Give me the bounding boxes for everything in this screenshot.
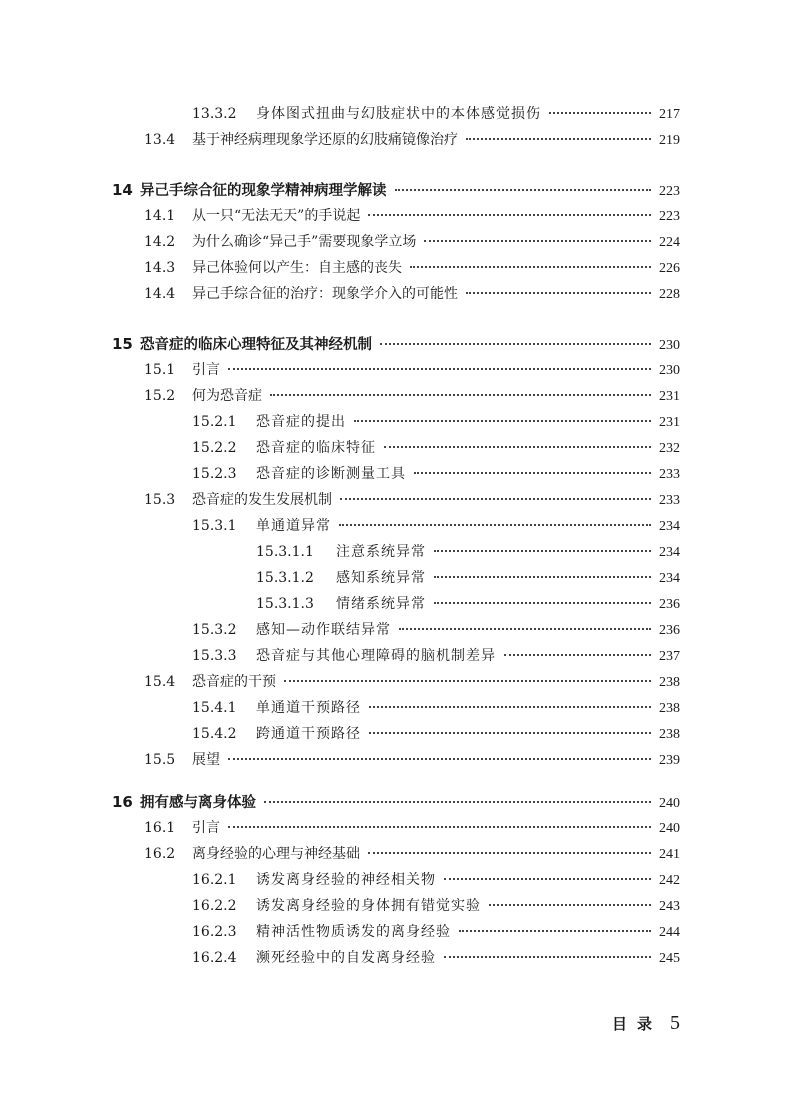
toc-entry: [144, 128, 680, 152]
dot-leader: [549, 111, 651, 114]
entry-page: 240: [659, 796, 680, 811]
entry-page: 236: [659, 597, 680, 612]
entry-title: 身体图式扭曲与幻肢症状中的本体感觉损伤: [256, 106, 541, 122]
entry-number: 15.4.1: [192, 700, 237, 716]
dot-leader: [466, 137, 651, 140]
entry-page: 237: [659, 649, 680, 664]
entry-page: 245: [659, 951, 680, 966]
toc-entry: [256, 566, 680, 590]
dot-leader: [284, 679, 651, 682]
entry-number: 14.2: [144, 234, 176, 250]
chapter-title: 异己手综合征的现象学精神病理学解读: [140, 183, 387, 199]
toc-entry: [144, 842, 680, 866]
toc-entry: [144, 230, 680, 254]
dot-leader: [444, 877, 651, 880]
entry-number: 16.2.1: [192, 872, 237, 888]
toc-entry: [192, 868, 680, 892]
entry-title: 情绪系统异常: [336, 596, 426, 612]
toc-entry: [192, 618, 680, 642]
toc-entry: [192, 696, 680, 720]
toc-entry: [256, 592, 680, 616]
dot-leader: [434, 601, 651, 604]
toc-entry: [144, 384, 680, 408]
entry-title: 跨通道干预路径: [256, 726, 361, 742]
toc-entry: [192, 410, 680, 434]
toc-entry: [256, 540, 680, 564]
entry-page: 238: [659, 675, 680, 690]
dot-leader: [368, 851, 651, 854]
entry-number: 15.4.2: [192, 726, 237, 742]
chapter-title: 恐音症的临床心理特征及其神经机制: [140, 337, 372, 353]
entry-number: 15.3.3: [192, 648, 237, 664]
entry-page: 231: [659, 389, 680, 404]
dot-leader: [489, 903, 651, 906]
entry-number: 15.2: [144, 388, 176, 404]
footer-label: 目录: [611, 1015, 662, 1033]
dot-leader: [399, 627, 651, 630]
entry-title: 单通道异常: [256, 518, 331, 534]
footer-page-number: 5: [670, 1012, 680, 1034]
entry-number: 15.1: [144, 362, 176, 378]
entry-number: 13.3.2: [192, 106, 237, 122]
dot-leader: [424, 239, 651, 242]
dot-leader: [228, 825, 651, 828]
dot-leader: [444, 955, 651, 958]
entry-page: 232: [659, 441, 680, 456]
entry-title: 诱发离身经验的神经相关物: [256, 872, 436, 888]
chapter-title: 拥有感与离身体验: [140, 795, 256, 811]
entry-title: 何为恐音症: [192, 388, 262, 404]
entry-title: 精神活性物质诱发的离身经验: [256, 924, 451, 940]
entry-page: 238: [659, 727, 680, 742]
toc-entry: [144, 816, 680, 840]
entry-title: 异己手综合征的治疗：现象学介入的可能性: [192, 286, 458, 302]
entry-page: 230: [659, 363, 680, 378]
entry-number: 14.4: [144, 286, 176, 302]
entry-title: 濒死经验中的自发离身经验: [256, 950, 436, 966]
entry-number: 16.2.4: [192, 950, 237, 966]
entry-title: 恐音症的临床特征: [256, 440, 376, 456]
dot-leader: [369, 705, 651, 708]
entry-page: 231: [659, 415, 680, 430]
dot-leader: [380, 342, 651, 345]
dot-leader: [434, 549, 651, 552]
entry-page: 240: [659, 821, 680, 836]
entry-page: 217: [659, 107, 680, 122]
page-footer: [612, 1012, 680, 1035]
entry-title: 基于神经病理现象学还原的幻肢痛镜像治疗: [192, 132, 458, 148]
entry-page: 223: [659, 184, 680, 199]
chapter-heading: [112, 178, 680, 202]
entry-page: 239: [659, 753, 680, 768]
toc-entry: [192, 514, 680, 538]
entry-page: 236: [659, 623, 680, 638]
entry-number: 15.2.1: [192, 414, 237, 430]
toc-entry: [144, 488, 680, 512]
chapter-heading: [112, 332, 680, 356]
entry-page: 241: [659, 847, 680, 862]
dot-leader: [369, 731, 651, 734]
dot-leader: [368, 213, 651, 216]
entry-number: 15.4: [144, 674, 176, 690]
entry-number: 15.3.2: [192, 622, 237, 638]
dot-leader: [228, 367, 651, 370]
entry-title: 感知—动作联结异常: [256, 622, 391, 638]
entry-page: 234: [659, 571, 680, 586]
entry-number: 14.1: [144, 208, 176, 224]
entry-page: 238: [659, 701, 680, 716]
entry-title: 单通道干预路径: [256, 700, 361, 716]
toc-entry: [192, 920, 680, 944]
dot-leader: [339, 523, 651, 526]
entry-number: 15.3.1: [192, 518, 237, 534]
chapter-number: 15: [112, 335, 133, 353]
entry-number: 16.1: [144, 820, 176, 836]
chapter-number: 14: [112, 181, 133, 199]
entry-title: 引言: [192, 362, 220, 378]
dot-leader: [434, 575, 651, 578]
dot-leader: [466, 291, 651, 294]
entry-title: 恐音症的提出: [256, 414, 346, 430]
entry-title: 展望: [192, 752, 220, 768]
toc-entry: [144, 256, 680, 280]
dot-leader: [264, 800, 651, 803]
entry-number: 16.2: [144, 846, 176, 862]
toc-entry: [144, 748, 680, 772]
dot-leader: [228, 757, 651, 760]
toc-entry: [192, 102, 680, 126]
entry-number: 15.3.1.3: [256, 596, 314, 612]
entry-page: 223: [659, 209, 680, 224]
toc-entry: [144, 204, 680, 228]
dot-leader: [354, 419, 651, 422]
entry-number: 14.3: [144, 260, 176, 276]
entry-number: 16.2.2: [192, 898, 237, 914]
entry-page: 234: [659, 545, 680, 560]
entry-page: 226: [659, 261, 680, 276]
entry-number: 15.3.1.1: [256, 544, 314, 560]
entry-title: 引言: [192, 820, 220, 836]
toc-entry: [192, 894, 680, 918]
entry-page: 234: [659, 519, 680, 534]
entry-page: 233: [659, 493, 680, 508]
entry-number: 15.2.3: [192, 466, 237, 482]
entry-number: 13.4: [144, 132, 176, 148]
chapter-heading: [112, 790, 680, 814]
entry-title: 感知系统异常: [336, 570, 426, 586]
toc-entry: [192, 722, 680, 746]
toc-entry: [192, 946, 680, 970]
entry-title: 离身经验的心理与神经基础: [192, 846, 360, 862]
entry-page: 243: [659, 899, 680, 914]
dot-leader: [414, 471, 651, 474]
entry-title: 注意系统异常: [336, 544, 426, 560]
entry-page: 242: [659, 873, 680, 888]
toc-entry: [144, 670, 680, 694]
toc-entry: [192, 462, 680, 486]
entry-title: 异己体验何以产生：自主感的丧失: [192, 260, 402, 276]
dot-leader: [270, 393, 651, 396]
entry-title: 为什么确诊“异己手”需要现象学立场: [192, 234, 417, 250]
entry-page: 228: [659, 287, 680, 302]
dot-leader: [410, 265, 651, 268]
toc-entry: [192, 644, 680, 668]
entry-title: 恐音症与其他心理障碍的脑机制差异: [256, 648, 496, 664]
entry-number: 16.2.3: [192, 924, 237, 940]
chapter-number: 16: [112, 793, 133, 811]
dot-leader: [384, 445, 651, 448]
dot-leader: [459, 929, 651, 932]
toc-entry: [192, 436, 680, 460]
dot-leader: [340, 497, 651, 500]
dot-leader: [395, 188, 652, 191]
entry-number: 15.3.1.2: [256, 570, 314, 586]
entry-page: 233: [659, 467, 680, 482]
entry-title: 恐音症的发生发展机制: [192, 492, 332, 508]
entry-number: 15.2.2: [192, 440, 237, 456]
entry-page: 244: [659, 925, 680, 940]
dot-leader: [504, 653, 651, 656]
entry-page: 219: [659, 133, 680, 148]
toc-entry: [144, 358, 680, 382]
entry-number: 15.3: [144, 492, 176, 508]
entry-page: 230: [659, 338, 680, 353]
entry-number: 15.5: [144, 752, 176, 768]
entry-title: 恐音症的干预: [192, 674, 276, 690]
entry-title: 诱发离身经验的身体拥有错觉实验: [256, 898, 481, 914]
entry-page: 224: [659, 235, 680, 250]
entry-title: 从一只“无法无天”的手说起: [192, 208, 361, 224]
toc-entry: [144, 282, 680, 306]
entry-title: 恐音症的诊断测量工具: [256, 466, 406, 482]
